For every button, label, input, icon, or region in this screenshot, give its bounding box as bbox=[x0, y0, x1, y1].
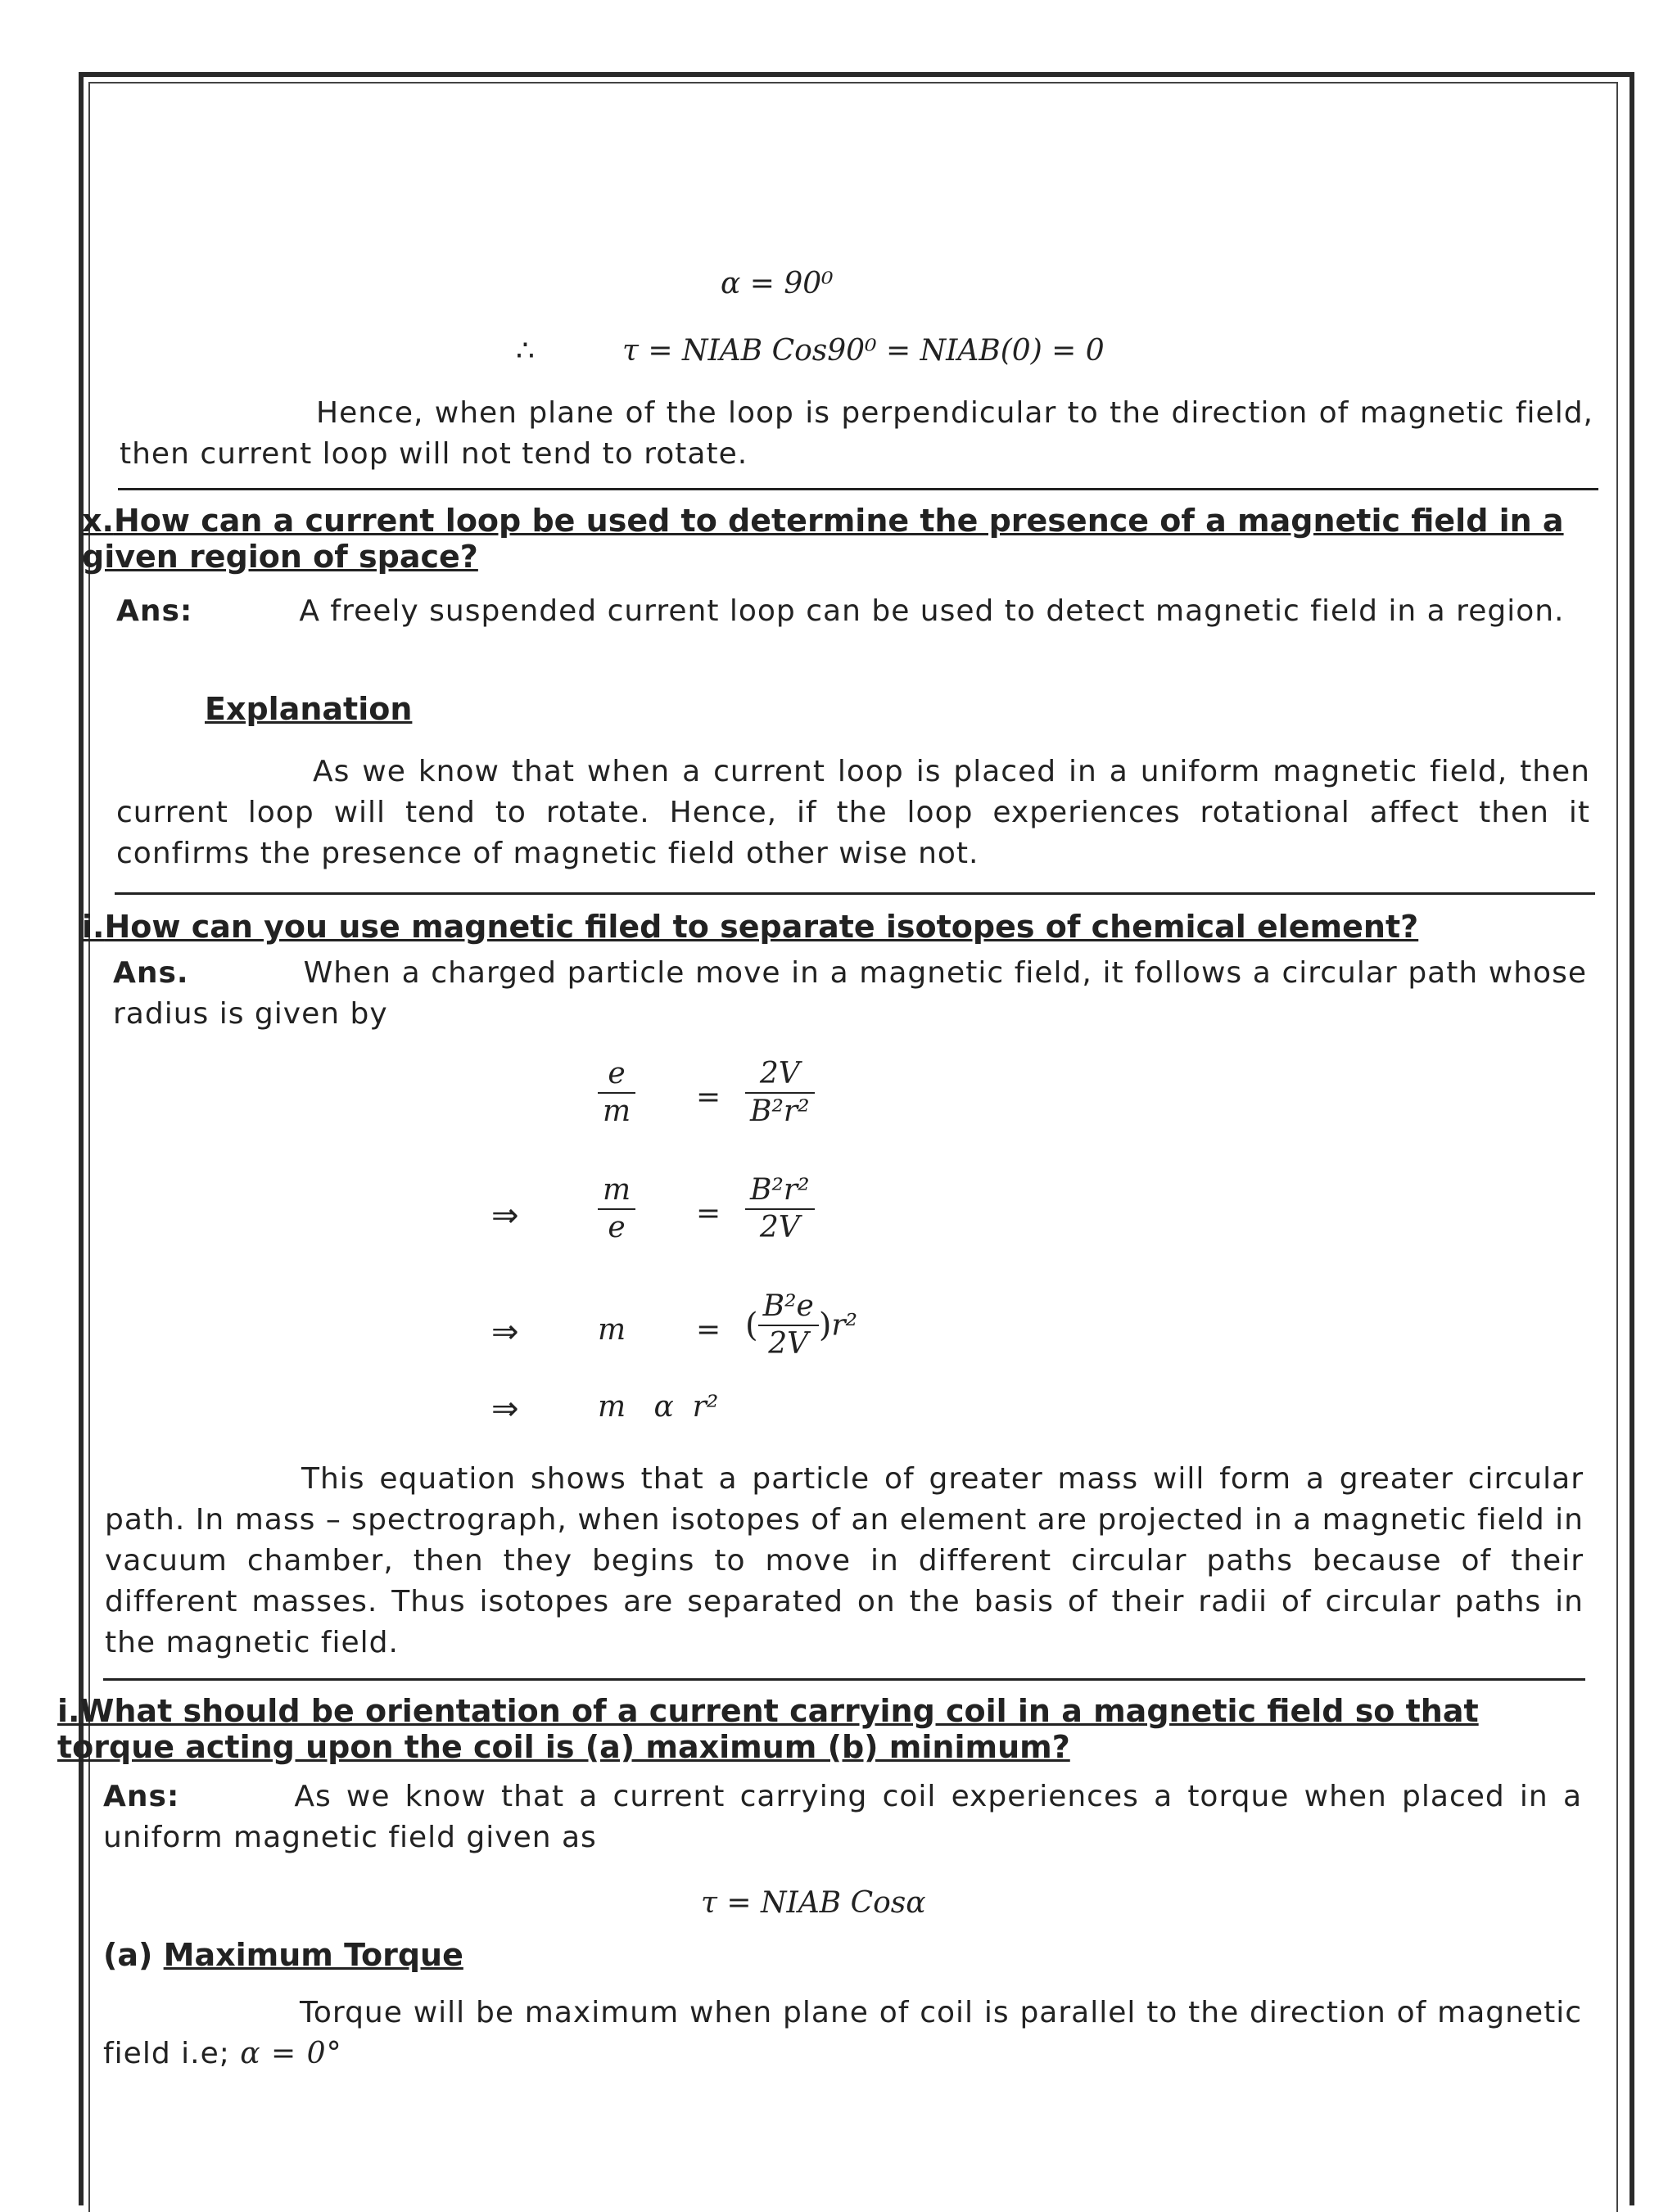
equation-m-over-e bbox=[491, 1172, 1228, 1254]
maximum-torque-text: Torque will be maximum when plane of coil is parallel to the direction of magnetic field i.e; bbox=[103, 1996, 1582, 2070]
question-number: x. bbox=[82, 503, 114, 539]
question-heading-10 bbox=[82, 503, 1597, 575]
question-heading-12 bbox=[57, 1693, 1585, 1765]
question-text: What should be orientation of a current carrying coil in a magnetic field so that torque acting upon the coil is (a) maximum (b) minimum? bbox=[57, 1693, 1479, 1765]
sub-heading-maximum-torque: Maximum Torque bbox=[163, 1937, 463, 1973]
equation-torque: τ = NIAB Cosα bbox=[701, 1886, 926, 1920]
equation-e-over-m bbox=[491, 1056, 1228, 1138]
explanation-heading: Explanation bbox=[205, 691, 413, 727]
denominator: B²r² bbox=[750, 1095, 810, 1128]
question-number: i. bbox=[82, 909, 105, 945]
question-text: How can you use magnetic filed to separate isotopes of chemical element? bbox=[104, 909, 1419, 945]
implies-arrow: ⇒ bbox=[491, 1313, 519, 1351]
proportional-expression: m α r² bbox=[598, 1390, 719, 1424]
paragraph-hence bbox=[120, 393, 1593, 475]
denominator: 2V bbox=[759, 1211, 800, 1244]
implies-arrow: ⇒ bbox=[491, 1197, 519, 1235]
numerator: B²e bbox=[758, 1289, 819, 1326]
numerator: B²r² bbox=[745, 1172, 815, 1210]
explanation-text: As we know that when a current loop is placed in a uniform magnetic field, then current loop will tend to rotate. Hence, if the loop experiences rotational affect then it confirms the presence of magnetic field other wise not. bbox=[116, 755, 1590, 870]
paragraph-hence-text: Hence, when plane of the loop is perpendicular to the direction of magnetic field, then current loop will not tend to rotate. bbox=[120, 396, 1593, 471]
fraction-b2e-2v bbox=[758, 1289, 819, 1362]
question-number: i. bbox=[57, 1693, 80, 1729]
answer-block-10 bbox=[116, 591, 1590, 632]
equals-sign: = bbox=[696, 1197, 721, 1230]
question-text: How can a current loop be used to determine the presence of a magnetic field in a given region of space? bbox=[82, 503, 1564, 575]
answer-label: Ans: bbox=[103, 1780, 180, 1813]
maximum-torque-block bbox=[103, 1993, 1582, 2074]
equation-proportional bbox=[491, 1390, 1228, 1439]
denominator: 2V bbox=[768, 1327, 809, 1361]
conclusion-text: This equation shows that a particle of greater mass will form a greater circular path. In mass – spectrograph, when isotopes of an element are projected in a magnetic field in vacuum chamber, then they begins to move in different circular paths because of their different masses. Thus isotopes are separated on the basis of their radii of circular paths in the magnetic field. bbox=[105, 1462, 1584, 1659]
answer-text: When a charged particle move in a magnetic field, it follows a circular path whose radius is given by bbox=[113, 956, 1587, 1031]
lhs-m: m bbox=[598, 1313, 626, 1347]
divider-rule bbox=[115, 892, 1595, 895]
answer-block-12 bbox=[103, 1776, 1582, 1858]
answer-block-11 bbox=[113, 953, 1587, 1035]
denominator: e bbox=[608, 1211, 626, 1244]
denominator: m bbox=[603, 1095, 631, 1128]
explanation-block bbox=[116, 752, 1590, 874]
fraction-b2r2-2v bbox=[745, 1172, 815, 1246]
numerator: e bbox=[598, 1056, 635, 1094]
answer-label: Ans. bbox=[113, 956, 189, 990]
equation-m-equals bbox=[491, 1289, 1228, 1370]
divider-rule bbox=[118, 488, 1598, 490]
implies-arrow: ⇒ bbox=[491, 1390, 519, 1428]
question-heading-11 bbox=[82, 909, 1597, 945]
answer-text: As we know that a current carrying coil experiences a torque when placed in a uniform magnetic field given as bbox=[103, 1780, 1582, 1854]
answer-text: A freely suspended current loop can be used to detect magnetic field in a region. bbox=[299, 594, 1565, 628]
fraction-e-m bbox=[598, 1056, 635, 1130]
alpha-zero: α = 0° bbox=[240, 2037, 342, 2070]
divider-rule bbox=[103, 1678, 1585, 1681]
rhs-expression: ( $\frac{\text{B²e}}{2V}$ )r² bbox=[745, 1289, 858, 1361]
equals-sign: = bbox=[696, 1081, 721, 1114]
sub-heading-prefix: (a) bbox=[103, 1937, 153, 1973]
numerator: m bbox=[598, 1172, 635, 1210]
conclusion-block bbox=[105, 1459, 1584, 1664]
equation-torque-zero: τ = NIAB Cos90⁰ = NIAB(0) = 0 bbox=[622, 334, 1105, 368]
sub-heading-a bbox=[103, 1937, 463, 1973]
fraction-2v-b2r2 bbox=[745, 1056, 815, 1130]
answer-label: Ans: bbox=[116, 594, 193, 628]
fraction-m-e bbox=[598, 1172, 635, 1246]
numerator: 2V bbox=[745, 1056, 815, 1094]
equals-sign: = bbox=[696, 1313, 721, 1347]
equation-alpha-90: α = 90⁰ bbox=[721, 267, 834, 300]
r-squared: r² bbox=[831, 1308, 858, 1343]
therefore-symbol: ∴ bbox=[516, 334, 535, 368]
